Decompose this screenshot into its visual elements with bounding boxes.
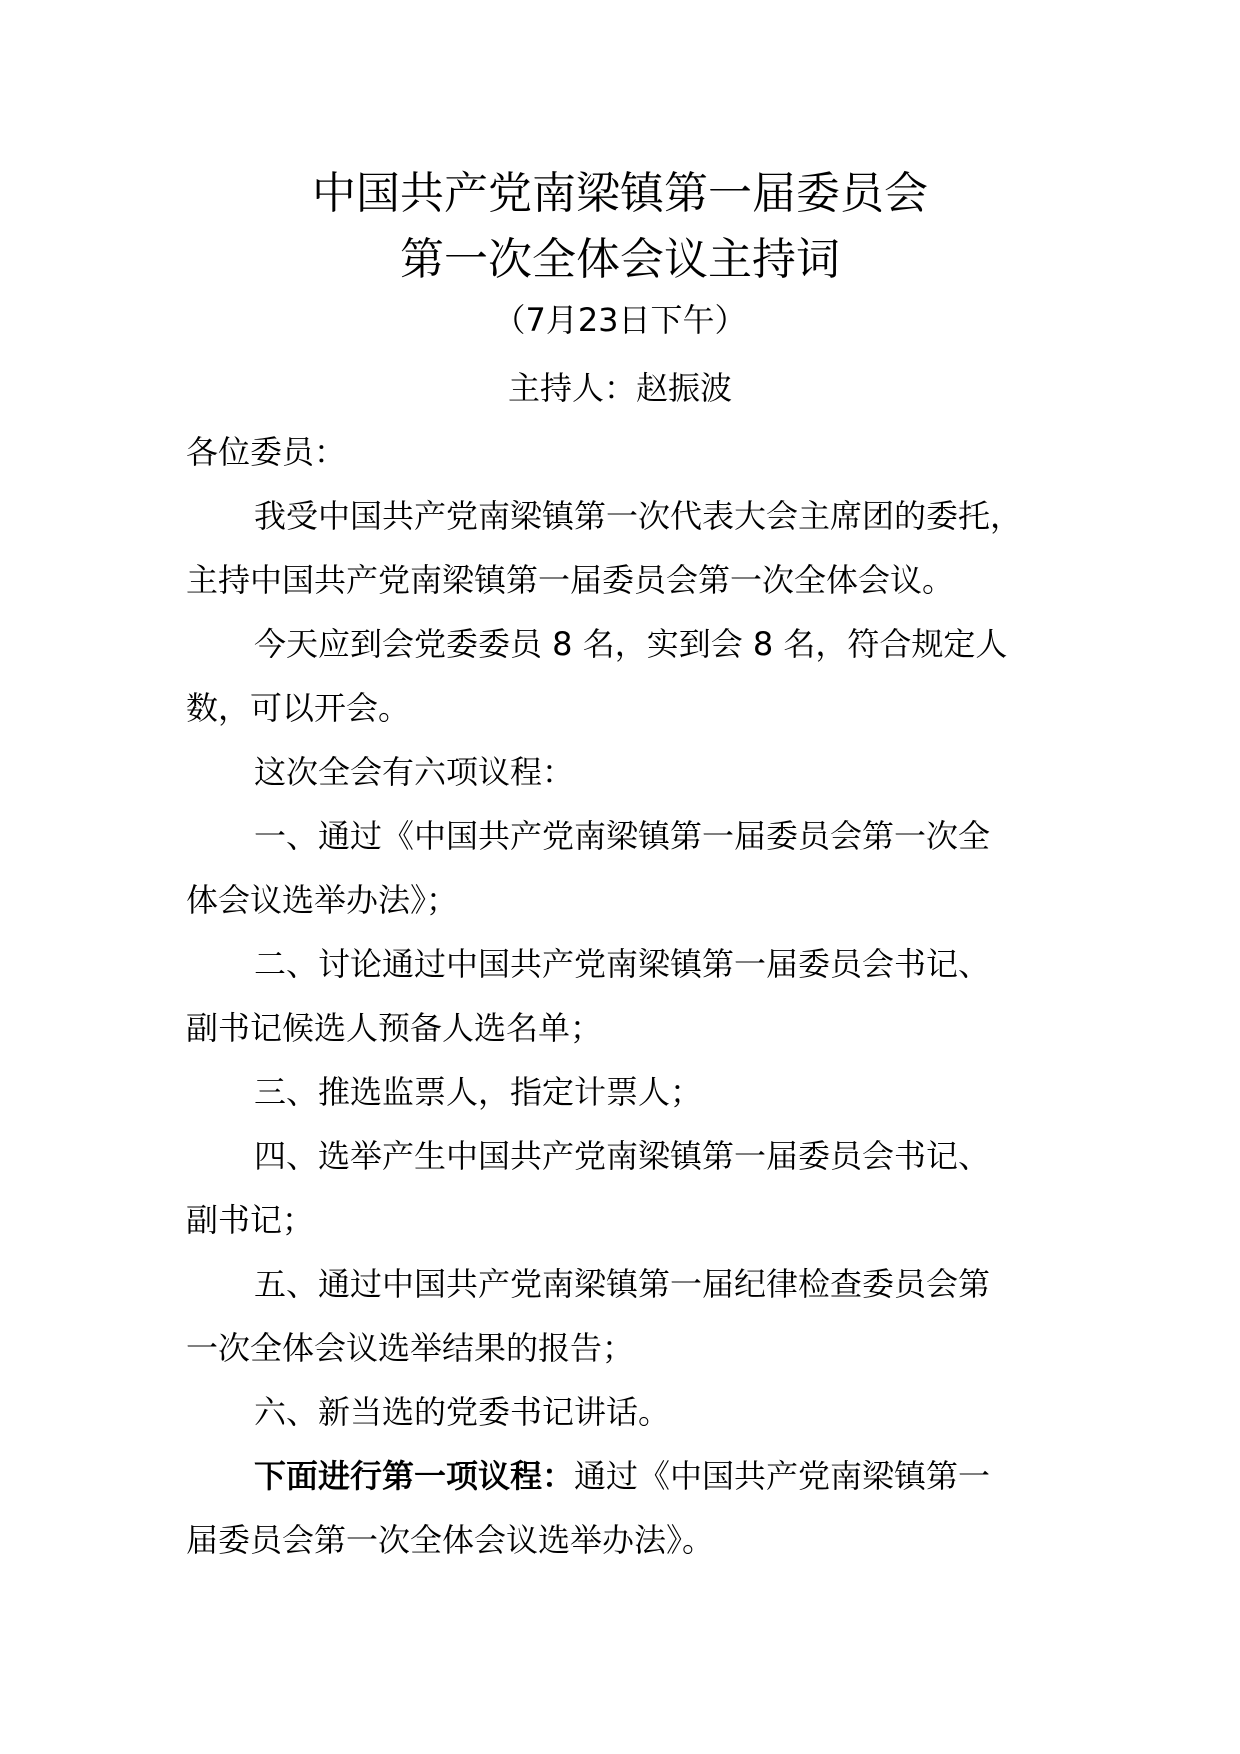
- paragraph-1-line-2: 主持中国共产党南梁镇第一届委员会第一次全体会议。: [186, 561, 955, 599]
- agenda-item-1-line-2: 体会议选举办法》；: [186, 881, 459, 919]
- next-agenda-heading: 下面进行第一项议程：: [254, 1457, 575, 1495]
- document-title-line-1: 中国共产党南梁镇第一届委员会: [312, 168, 928, 219]
- agenda-item-2-line-1: 二、讨论通过中国共产党南梁镇第一届委员会书记、: [254, 945, 991, 983]
- next-agenda-text: 通过《中国共产党南梁镇第一: [574, 1457, 991, 1495]
- paragraph-1-line-1: 我受中国共产党南梁镇第一次代表大会主席团的委托，: [254, 497, 1023, 535]
- agenda-intro: 这次全会有六项议程：: [254, 753, 575, 791]
- next-agenda-line-1: [254, 1457, 991, 1495]
- agenda-item-5-line-1: 五、通过中国共产党南梁镇第一届纪律检查委员会第: [254, 1265, 991, 1303]
- document-title-line-2: 第一次全体会议主持词: [400, 234, 840, 285]
- agenda-item-6: 六、新当选的党委书记讲话。: [254, 1393, 671, 1431]
- agenda-item-2-line-2: 副书记候选人预备人选名单；: [186, 1009, 603, 1047]
- next-agenda-line-2: 届委员会第一次全体会议选举办法》。: [186, 1521, 715, 1559]
- salutation: 各位委员：: [186, 433, 347, 471]
- agenda-item-1-line-1: 一、通过《中国共产党南梁镇第一届委员会第一次全: [254, 817, 991, 855]
- paragraph-2-line-1: 今天应到会党委委员 8 名，实到会 8 名，符合规定人: [254, 625, 1008, 663]
- meeting-date: （7月23日下午）: [493, 301, 747, 339]
- agenda-item-3: 三、推选监票人，指定计票人；: [254, 1073, 703, 1111]
- paragraph-2-line-2: 数，可以开会。: [186, 689, 411, 727]
- agenda-item-5-line-2: 一次全体会议选举结果的报告；: [186, 1329, 635, 1367]
- agenda-item-4-line-1: 四、选举产生中国共产党南梁镇第一届委员会书记、: [254, 1137, 991, 1175]
- meeting-host: 主持人：赵振波: [507, 369, 732, 407]
- agenda-item-4-line-2: 副书记；: [186, 1201, 315, 1239]
